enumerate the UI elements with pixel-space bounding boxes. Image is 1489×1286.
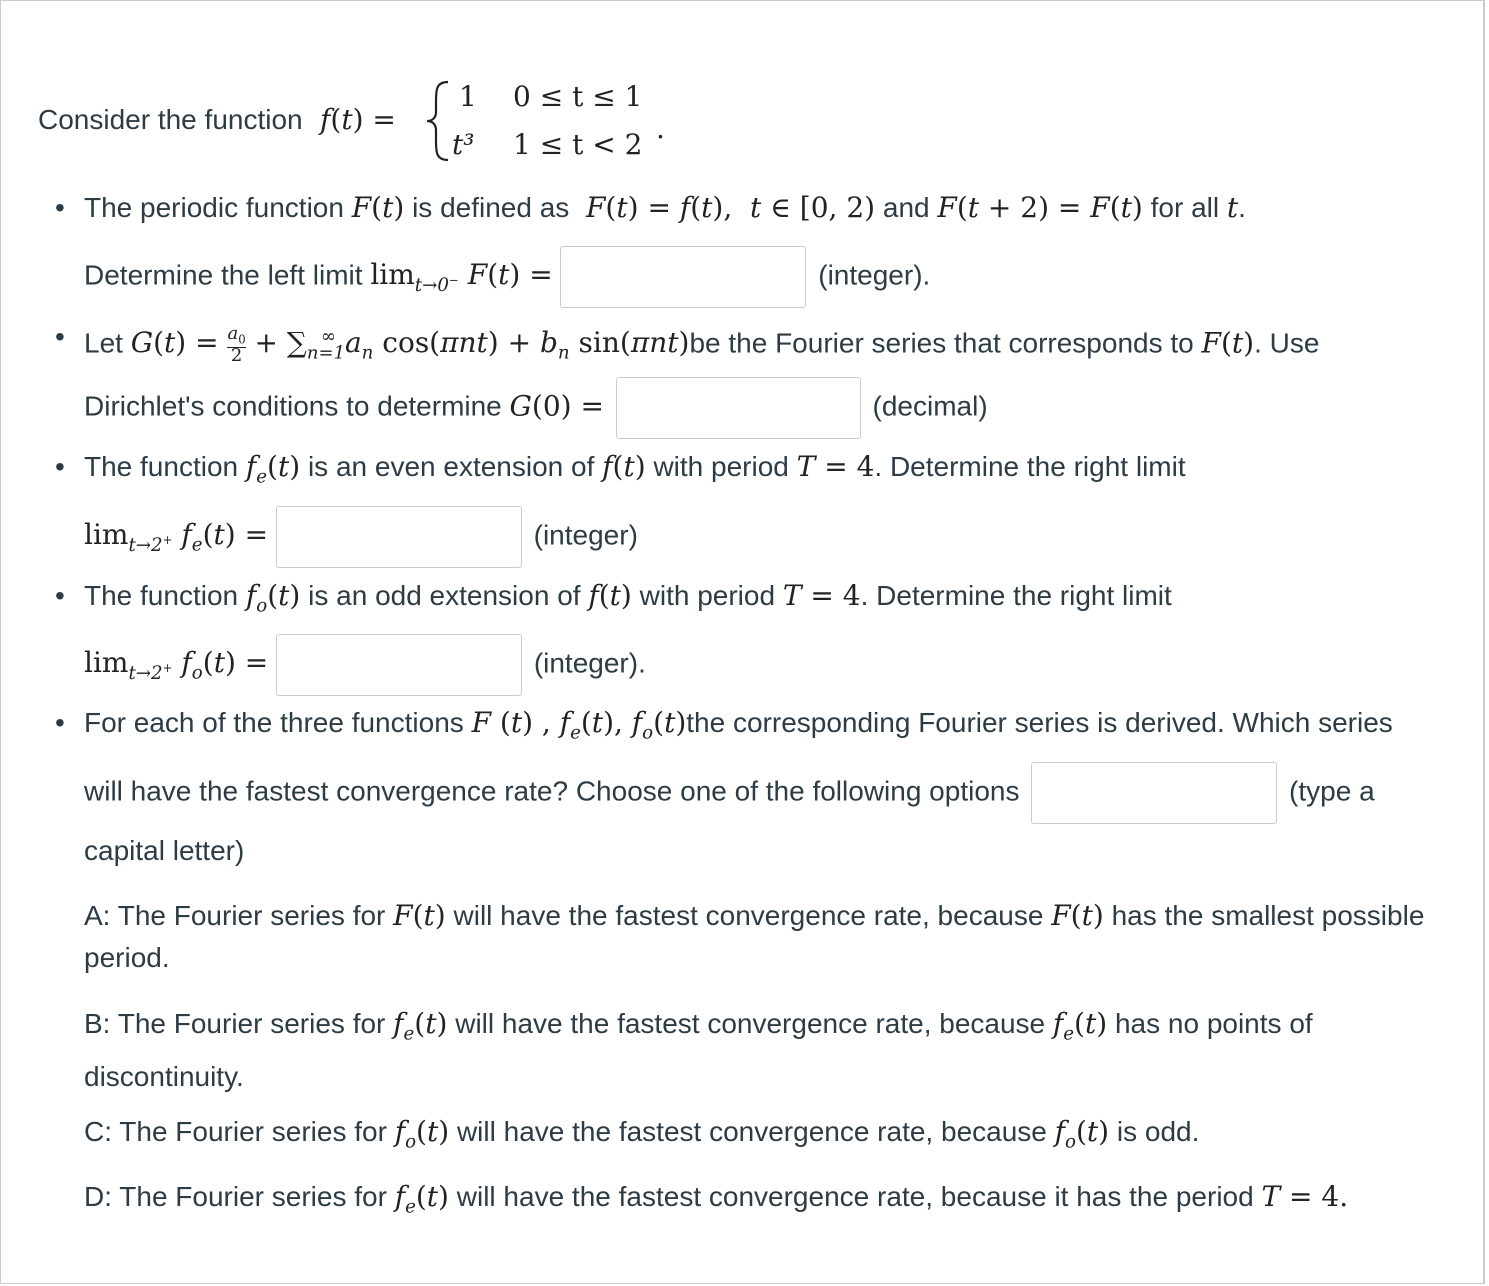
q2-text-b: be the Fourier series that corresponds to [689,327,1194,359]
q1-hint: (integer). [818,259,931,291]
option-b-text-2: will have the fastest convergence rate, because [455,1008,1046,1039]
option-d-text-2: will have the fastest convergence rate, because it has the period [456,1181,1254,1212]
option-c: C: The Fourier series for $f_o(t)$ will have the fastest convergence rate, because $f_o(t)$ is odd. [84,1115,1200,1153]
q5-text-a: For each of the three functions [84,707,464,738]
q5-hint-b: capital letter) [84,835,245,866]
piece1-value: 1 [459,80,477,113]
bullet-icon: • [55,451,65,482]
q5-line1: For each of the three functions F (t) , $f_e(t)$, $f_o(t)the$ corresponding Fourier series is derived. Which series [84,706,1393,744]
q5-answer-input[interactable] [1031,762,1277,824]
q5-line2 [84,762,1375,824]
q3-text-a: The function [84,451,239,482]
option-a: A: The Fourier series for F(t) will have the fastest convergence rate, because F(t) has the smallest possible period. [84,899,1425,973]
bullet-icon: • [55,707,65,738]
q1-line2: Determine the left limit $\lim_{t\to 0^-} F(t)$ = (integer). [84,246,930,308]
q3-text-b: is an even extension of [307,451,595,482]
intro-lead: Consider the function [38,104,303,135]
option-a-text-3: has the smallest possible [1111,900,1425,931]
q1-text-d: for all [1150,192,1220,223]
piece2-value: t³ [452,128,475,161]
option-c-text-1: C: The Fourier series for [84,1116,387,1147]
q1-text-b: is defined as [412,192,570,223]
piece1-condition: 0 ≤ t ≤ 1 [513,80,643,113]
q2-line1: Let $G(t) = a_0$ 2 + $\sum_{n=1}^\infty$ $a_n$ $\cos(\pi nt) + b_n$ sin(πnt)be the Fourier series that corresponds to F(t). Use [84,322,1320,367]
q5-hint-a: (type a [1289,775,1375,807]
q3-line1: The function $f_e(t)$ is an even extension of f(t) with period T = 4. Determine the right limit [84,450,1186,488]
option-a-text-4: period. [84,942,170,973]
q4-text-a: The function [84,580,239,611]
q4-line2: $\lim_{t\to 2^+} f_o(t)$ = (integer). [84,634,646,696]
q1-text-a: The periodic function [84,192,344,223]
q2-answer-input[interactable] [616,377,861,439]
q2-line2: Dirichlet's conditions to determine G(0) = (decimal) [84,377,988,439]
option-a-text-2: will have the fastest convergence rate, because [453,900,1044,931]
option-b: B: The Fourier series for $f_e(t)$ will have the fastest convergence rate, because $f_e(t)$ has no points of discontinuity. [84,1007,1313,1092]
bullet-icon: • [55,580,65,611]
intro-f-of-t: f(t) = [320,103,396,136]
option-b-text-4: discontinuity. [84,1060,244,1092]
q1-line1: The periodic function F(t) is defined as F(t) = f(t), t ∈ [0, 2) and F(t + 2) = F(t) for all t. [84,191,1246,224]
option-b-text-3: has no points of [1114,1008,1313,1039]
q4-text-d: . Determine the right limit [860,580,1172,611]
q1-text-c: and [882,192,930,223]
q3-answer-input[interactable] [276,506,522,568]
q2-text-a: Let [84,327,123,359]
q3-hint: (integer) [533,519,638,551]
q5-text-c: will have the fastest convergence rate? Choose one of the following options [84,775,1020,807]
left-brace-icon [424,80,454,162]
period-dot: . [656,112,665,145]
q2-hint: (decimal) [872,390,988,422]
q4-text-b: is an odd extension of [308,580,581,611]
q3-line2: $\lim_{t\to 2^+} f_e(t)$ = (integer) [84,506,638,568]
option-a-text-1: A: The Fourier series for [84,900,386,931]
option-c-text-2: will have the fastest convergence rate, because [456,1116,1047,1147]
q5-text-b: the corresponding Fourier series is derived. Which series [686,707,1393,738]
q2-text-d: Dirichlet's conditions to determine [84,390,502,422]
q3-text-c: with period [653,451,789,482]
q4-answer-input[interactable] [276,634,522,696]
q4-text-c: with period [639,580,776,611]
piece2-condition: 1 ≤ t < 2 [513,128,643,161]
option-b-text-1: B: The Fourier series for [84,1008,386,1039]
option-c-text-3: is odd. [1116,1116,1200,1147]
q1-text-e: Determine the left limit [84,259,363,291]
bullet-icon: • [55,321,65,352]
q1-answer-input[interactable] [560,246,806,308]
q2-text-c: . Use [1254,327,1320,359]
q4-hint: (integer). [533,647,646,679]
option-d-text-1: D: The Fourier series for [84,1181,387,1212]
q3-text-d: . Determine the right limit [874,451,1186,482]
option-d: D: The Fourier series for $f_e(t)$ will have the fastest convergence rate, because it has the period T = 4. [84,1180,1349,1218]
q4-line1: The function $f_o(t)$ is an odd extension of f(t) with period T = 4. Determine the right limit [84,579,1172,617]
bullet-icon: • [55,192,65,223]
